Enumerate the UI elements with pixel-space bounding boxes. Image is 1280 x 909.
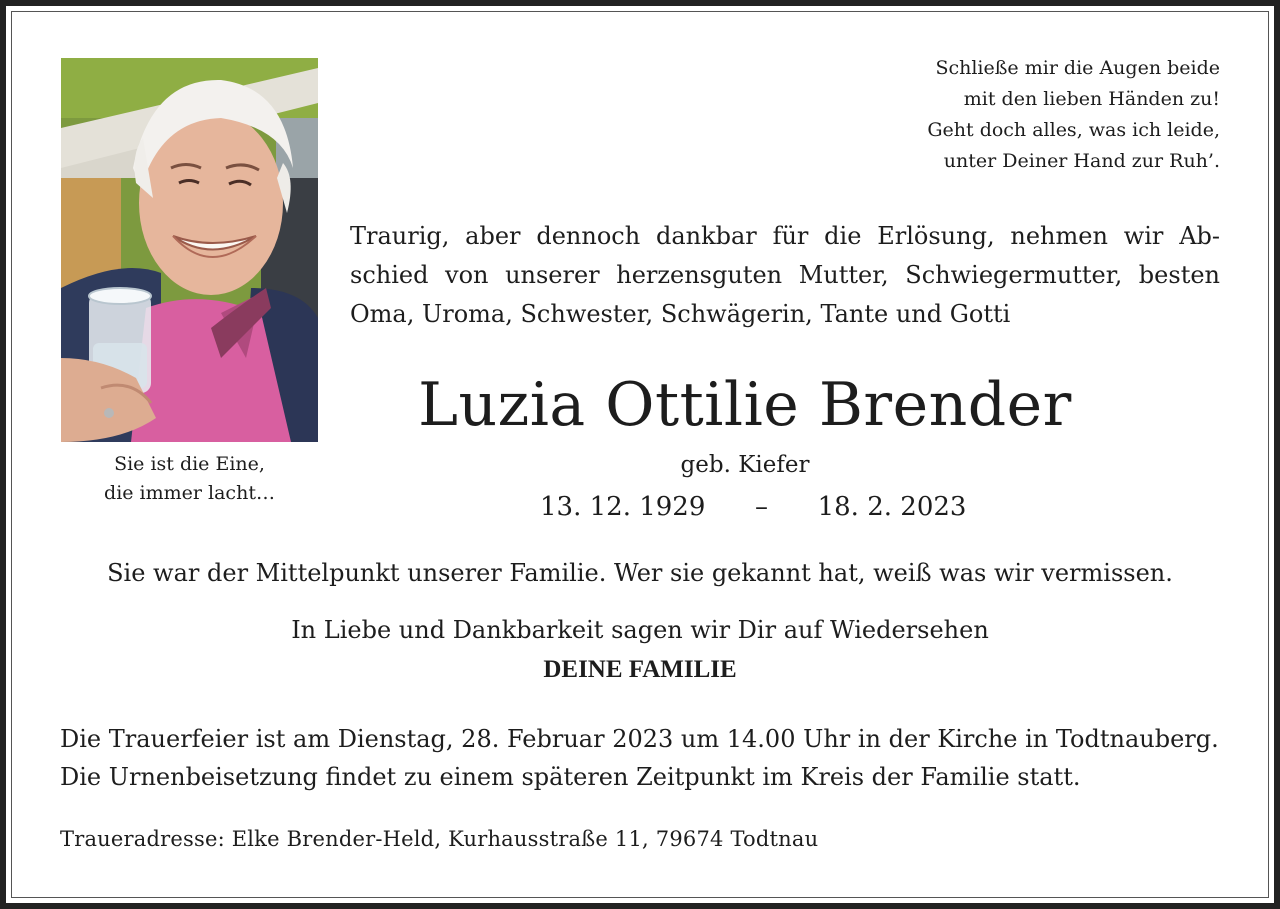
date-separator: – (755, 492, 768, 522)
photo-caption-line: Sie ist die Eine, (114, 453, 265, 475)
birth-name: geb. Kiefer (680, 452, 810, 478)
mourning-address: Traueradresse: Elke Brender-Held, Kurhausstraße 11, 79674 Todtnau (60, 827, 819, 851)
intro-line: schied von unserer herzensguten Mutter, Schwiegermutter, besten (350, 261, 1220, 289)
family-signature: DEINE FAMILIE (543, 656, 737, 683)
portrait-photo (61, 58, 318, 442)
verse-line: mit den lieben Händen zu! (963, 88, 1220, 110)
verse-line: Schließe mir die Augen beide (935, 57, 1220, 79)
photo-caption-line: die immer lacht… (104, 482, 275, 504)
funeral-service-info (60, 720, 1220, 796)
verse-line: Geht doch alles, was ich leide, (927, 119, 1220, 141)
deceased-name: Luzia Ottilie Brender (418, 370, 1072, 440)
remembrance-text: Sie war der Mittelpunkt unserer Familie. Wer sie gekannt hat, weiß was wir vermissen. (107, 559, 1173, 587)
service-line: Die Urnenbeisetzung findet zu einem späteren Zeitpunkt im Kreis der Familie statt. (60, 763, 1081, 791)
farewell-text: In Liebe und Dankbarkeit sagen wir Dir auf Wiedersehen (291, 616, 989, 644)
death-date: 18. 2. 2023 (817, 492, 967, 522)
intro-line: Traurig, aber dennoch dankbar für die Erlösung, nehmen wir Ab- (350, 222, 1220, 250)
photo-caption (61, 450, 318, 508)
service-line: Die Trauerfeier ist am Dienstag, 28. Februar 2023 um 14.00 Uhr in der Kirche in Todtnauberg. (60, 725, 1219, 753)
birth-date: 13. 12. 1929 (540, 492, 706, 522)
life-dates (540, 487, 967, 527)
verse-quote (800, 53, 1220, 177)
intro-paragraph (350, 217, 1220, 334)
verse-line: unter Deiner Hand zur Ruh’. (943, 150, 1220, 172)
intro-line: Oma, Uroma, Schwester, Schwägerin, Tante und Gotti (350, 300, 1011, 328)
